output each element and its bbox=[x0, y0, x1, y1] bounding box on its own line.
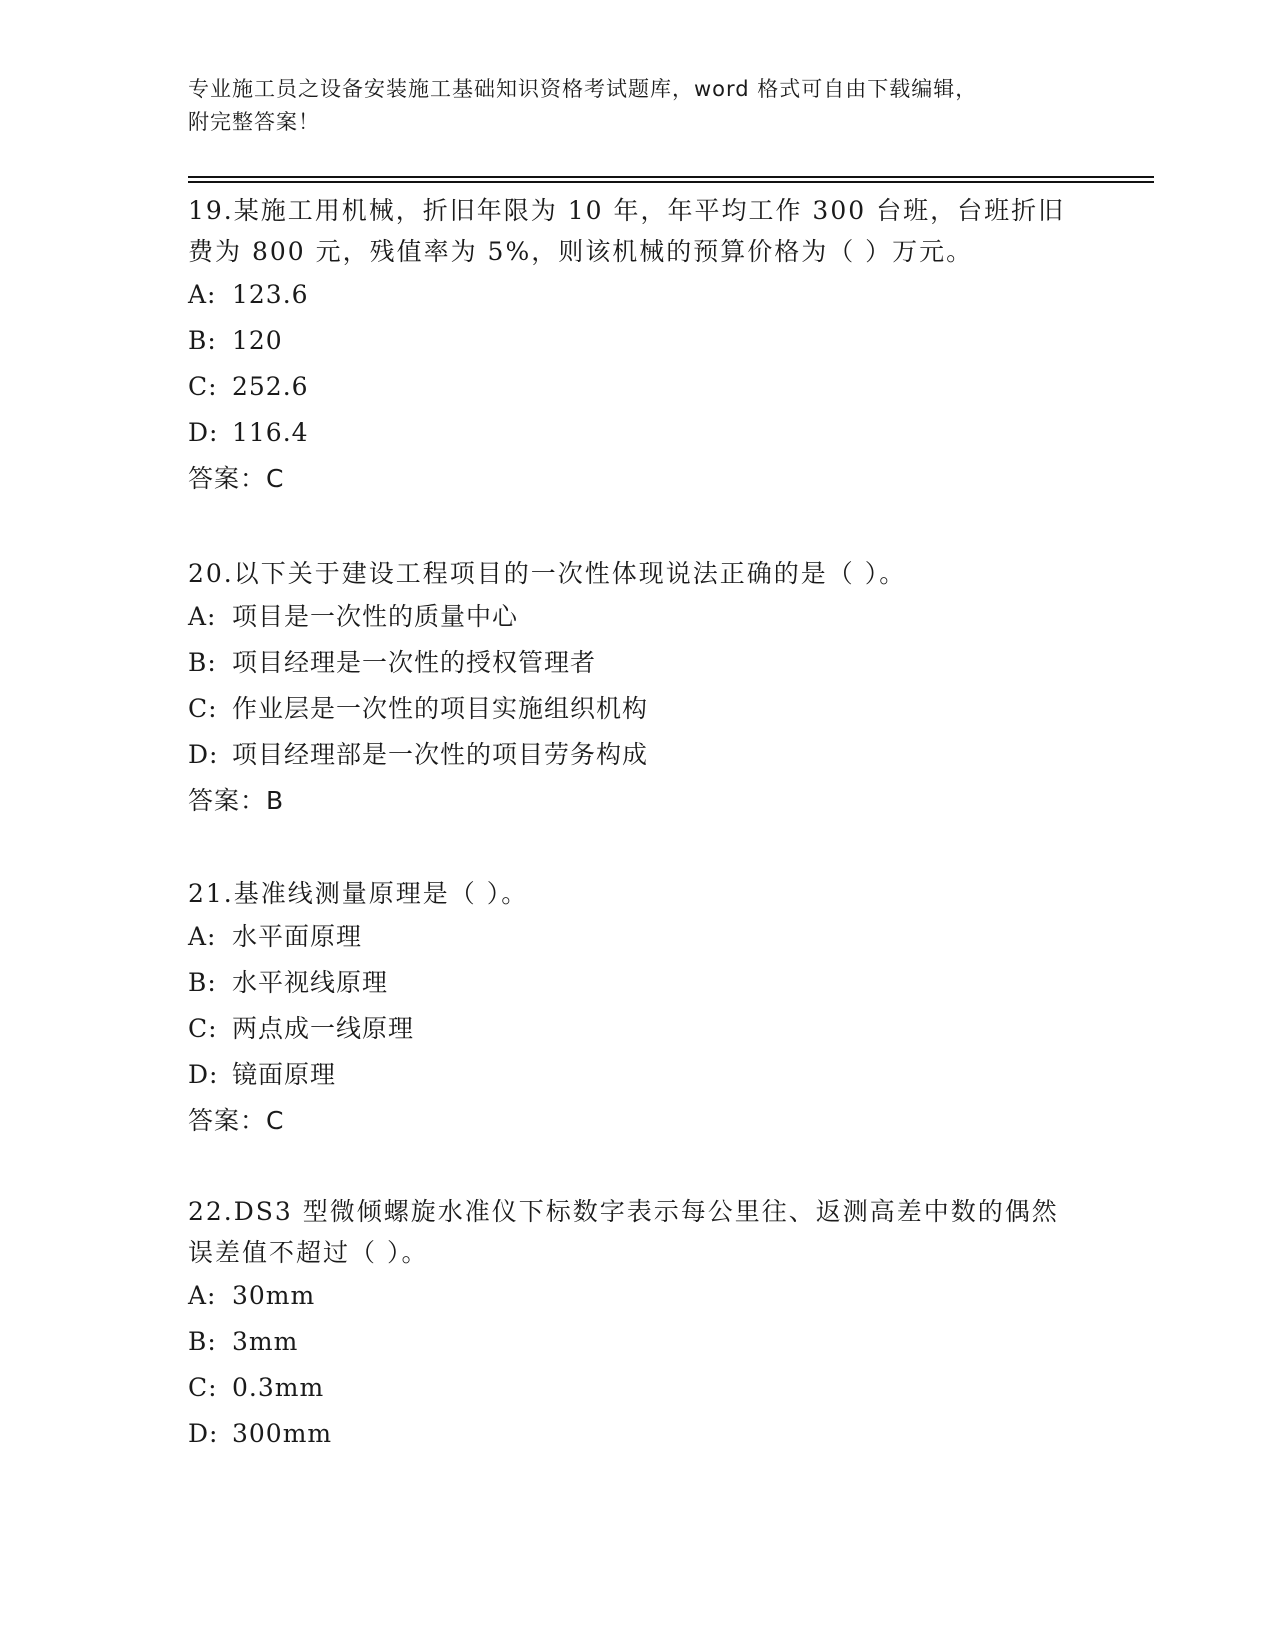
option-text: 116.4 bbox=[232, 418, 309, 447]
question-number: 21. bbox=[188, 879, 234, 908]
option-d bbox=[188, 1052, 1078, 1098]
question-22 bbox=[188, 1191, 1078, 1457]
option-text: 300mm bbox=[232, 1419, 333, 1448]
option-c bbox=[188, 1006, 1078, 1052]
option-key: C: bbox=[188, 372, 218, 401]
option-c bbox=[188, 364, 1078, 410]
option-a bbox=[188, 594, 1078, 640]
option-c bbox=[188, 686, 1078, 732]
question-body: 基准线测量原理是（ ）。 bbox=[233, 879, 529, 908]
question-text bbox=[188, 553, 1078, 594]
option-key: B: bbox=[188, 968, 217, 997]
option-a bbox=[188, 272, 1078, 318]
option-text: 252.6 bbox=[232, 372, 309, 401]
option-text: 两点成一线原理 bbox=[232, 1014, 415, 1043]
option-a bbox=[188, 1273, 1078, 1319]
header-divider-bottom bbox=[188, 181, 1154, 183]
option-text: 作业层是一次性的项目实施组织机构 bbox=[232, 694, 649, 723]
option-key: A: bbox=[188, 280, 217, 309]
question-text bbox=[188, 873, 1078, 914]
option-b bbox=[188, 318, 1078, 364]
option-key: D: bbox=[188, 740, 219, 769]
option-text: 0.3mm bbox=[232, 1373, 325, 1402]
header-line-1: 专业施工员之设备安装施工基础知识资格考试题库，word 格式可自由下载编辑， bbox=[188, 77, 978, 101]
question-number: 20. bbox=[188, 559, 234, 588]
option-text: 3mm bbox=[232, 1327, 299, 1356]
header-divider-top bbox=[188, 176, 1154, 178]
option-key: C: bbox=[188, 1373, 218, 1402]
option-key: B: bbox=[188, 648, 217, 677]
question-19 bbox=[188, 190, 1078, 502]
option-key: A: bbox=[188, 602, 217, 631]
question-number: 22. bbox=[188, 1197, 234, 1226]
option-text: 120 bbox=[232, 326, 283, 355]
option-key: D: bbox=[188, 418, 219, 447]
option-text: 水平面原理 bbox=[232, 922, 363, 951]
question-body: DS3 型微倾螺旋水准仪下标数字表示每公里往、返测高差中数的偶然误差值不超过（ ）。 bbox=[188, 1197, 1059, 1267]
option-d bbox=[188, 410, 1078, 456]
answer-label: 答案：C bbox=[188, 1106, 285, 1135]
option-key: D: bbox=[188, 1419, 219, 1448]
question-text bbox=[188, 190, 1078, 272]
option-b bbox=[188, 1319, 1078, 1365]
question-21 bbox=[188, 873, 1078, 1144]
option-d bbox=[188, 732, 1078, 778]
option-a bbox=[188, 914, 1078, 960]
option-text: 123.6 bbox=[232, 280, 309, 309]
answer-label: 答案：C bbox=[188, 464, 285, 493]
option-text: 项目是一次性的质量中心 bbox=[232, 602, 519, 631]
option-key: C: bbox=[188, 694, 218, 723]
header-line-2: 附完整答案！ bbox=[188, 110, 320, 134]
question-20 bbox=[188, 553, 1078, 824]
question-number: 19. bbox=[188, 196, 234, 225]
option-d bbox=[188, 1411, 1078, 1457]
document-header bbox=[188, 73, 1068, 139]
option-text: 项目经理部是一次性的项目劳务构成 bbox=[232, 740, 649, 769]
option-b bbox=[188, 960, 1078, 1006]
option-key: A: bbox=[188, 922, 217, 951]
option-c bbox=[188, 1365, 1078, 1411]
answer-label: 答案：B bbox=[188, 786, 285, 815]
question-body: 以下关于建设工程项目的一次性体现说法正确的是（ ）。 bbox=[233, 559, 907, 588]
option-key: A: bbox=[188, 1281, 217, 1310]
option-key: C: bbox=[188, 1014, 218, 1043]
option-text: 镜面原理 bbox=[232, 1060, 337, 1089]
question-body: 某施工用机械，折旧年限为 10 年，年平均工作 300 台班，台班折旧费为 800 元，残值率为 5%，则该机械的预算价格为（ ）万元。 bbox=[188, 196, 1066, 266]
option-key: B: bbox=[188, 326, 217, 355]
option-b bbox=[188, 640, 1078, 686]
option-text: 30mm bbox=[232, 1281, 316, 1310]
question-text bbox=[188, 1191, 1078, 1273]
option-text: 水平视线原理 bbox=[232, 968, 389, 997]
option-key: B: bbox=[188, 1327, 217, 1356]
option-key: D: bbox=[188, 1060, 219, 1089]
option-text: 项目经理是一次性的授权管理者 bbox=[232, 648, 597, 677]
